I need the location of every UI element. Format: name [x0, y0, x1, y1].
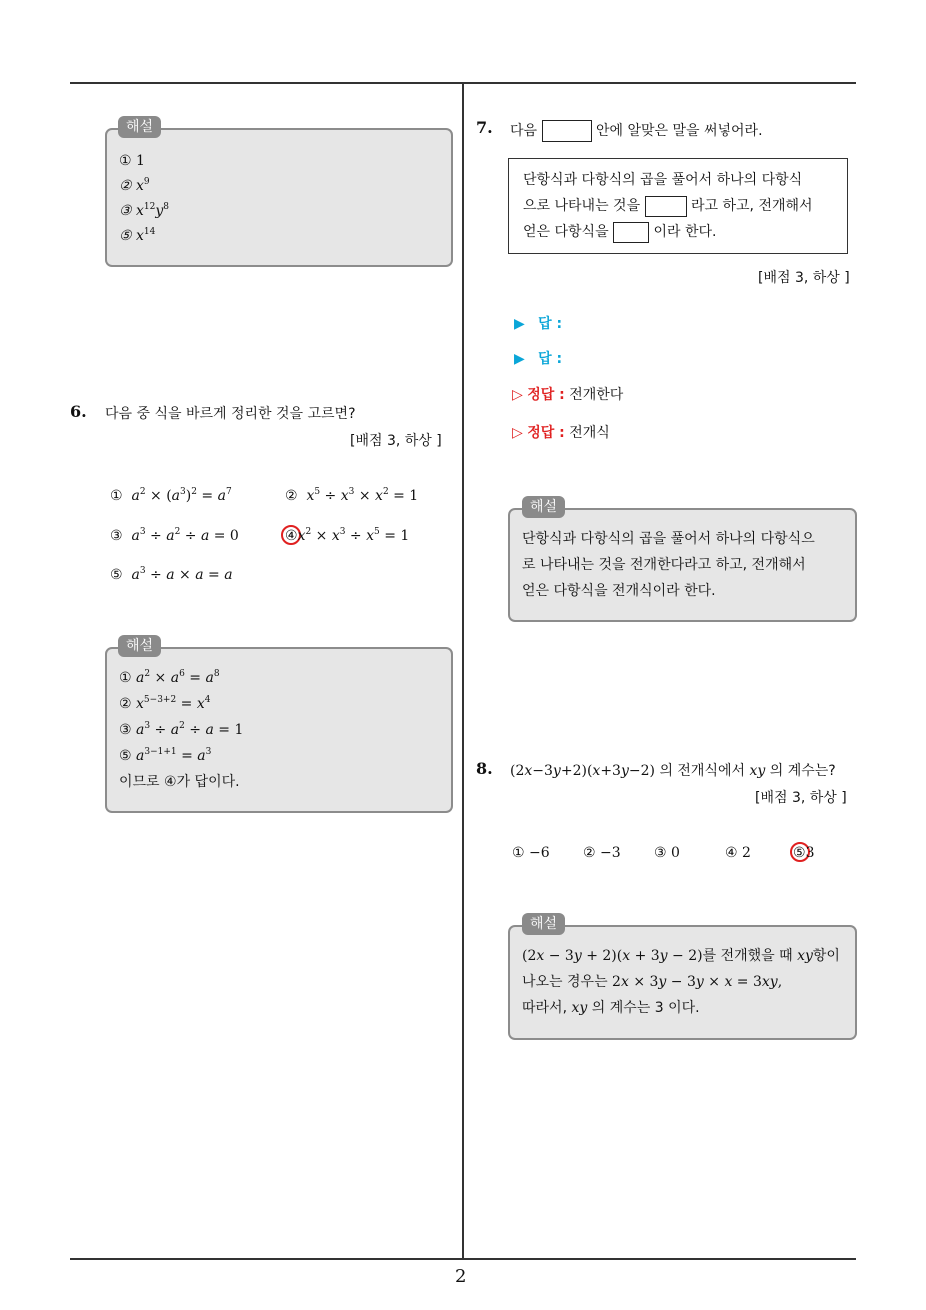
outline-triangle-icon: ▷	[512, 425, 523, 441]
q7-answer-line-2[interactable]: ▶ 답 :	[514, 351, 563, 367]
q6-haesol-line-1: ① $a^2 \times a^6 = a^8$	[119, 669, 220, 686]
play-triangle-icon: ▶	[514, 316, 525, 332]
q7-box-blank-1	[645, 196, 687, 217]
q6-number: 6.	[70, 402, 87, 421]
q6-choice-5[interactable]: ⑤ $a^3 \div a \times a = a$	[110, 566, 233, 583]
prev-haesol-line-2: ② $x^9$	[119, 177, 150, 194]
q8-haesol-line-1: (2x − 3y + 2)(x + 3y − 2)를 전개했을 때 xy항이	[522, 948, 840, 964]
q7-haesol-box	[508, 508, 857, 622]
prev-haesol-line-3: ③ $x^{12}y^8$	[119, 202, 170, 219]
q6-choice-4[interactable]: $④x^2 \times x^3 \div x^5 = 1$	[285, 527, 410, 544]
q8-haesol-line-2: 나오는 경우는 2x × 3y − 3y × x = 3xy,	[522, 974, 783, 990]
q7-answer-line-1[interactable]: ▶ 답 :	[514, 316, 563, 332]
q8-choice-4[interactable]: ④ 2	[725, 845, 751, 861]
prev-haesol-line-1: ① 1	[119, 153, 145, 169]
q7-score: [배점 3, 하상 ]	[758, 270, 850, 286]
q7-box-line-1: 단항식과 다항식의 곱을 풀어서 하나의 다항식	[523, 172, 803, 188]
q8-haesol-line-3: 따라서, xy 의 계수는 3 이다.	[522, 1000, 700, 1016]
prev-haesol-tag: 해설	[118, 116, 161, 138]
outline-triangle-icon: ▷	[512, 387, 523, 403]
q7-haesol-line-1: 단항식과 다항식의 곱을 풀어서 하나의 다항식으	[522, 531, 815, 547]
q7-box-line-2: 으로 나타내는 것을 라고 하고, 전개해서	[523, 195, 813, 217]
q7-haesol-line-3: 얻은 다항식을 전개식이라 한다.	[522, 583, 716, 599]
q8-choice-5[interactable]: ⑤3	[793, 845, 815, 861]
q6-score: [배점 3, 하상 ]	[350, 433, 442, 449]
q8-score: [배점 3, 하상 ]	[755, 790, 847, 806]
q8-question-text: (2x−3y+2)(x+3y−2) 의 전개식에서 xy 의 계수는?	[510, 763, 836, 779]
q8-choice-1[interactable]: ① −6	[512, 845, 550, 861]
q7-number: 7.	[476, 118, 493, 137]
q6-haesol-line-4: ⑤ $a^{3-1+1} = a^3$	[119, 747, 212, 764]
page-number: 2	[455, 1266, 467, 1287]
q7-box-line-3: 얻은 다항식을 이라 한다.	[523, 221, 717, 243]
q7-haesol-line-2: 로 나타내는 것을 전개한다라고 하고, 전개해서	[522, 557, 806, 573]
q8-number: 8.	[476, 759, 493, 778]
q6-question-text: 다음 중 식을 바르게 정리한 것을 고르면?	[105, 406, 356, 422]
q8-haesol-tag: 해설	[522, 913, 565, 935]
q7-haesol-tag: 해설	[522, 496, 565, 518]
q7-correct-line-2: ▷ 정답 : 전개식	[512, 425, 610, 441]
q7-question-text: 다음 안에 알맞은 말을 써넣어라.	[510, 120, 763, 142]
q6-haesol-line-2: ② $x^{5-3+2} = x^4$	[119, 695, 211, 712]
play-triangle-icon: ▶	[514, 351, 525, 367]
q7-box-blank-2	[613, 222, 649, 243]
q7-correct-line-1: ▷ 정답 : 전개한다	[512, 387, 624, 403]
prev-haesol-line-4: ⑤ $x^{14}$	[119, 227, 156, 244]
q6-choice-2[interactable]: ② $x^5 \div x^3 \times x^2 = 1$	[285, 487, 419, 504]
bottom-rule	[70, 1258, 856, 1260]
q7-question-blank	[542, 120, 592, 142]
q6-choice-1[interactable]: ① $a^2 \times (a^3)^2 = a^7$	[110, 487, 232, 504]
q8-choice-2[interactable]: ② −3	[583, 845, 621, 861]
q6-haesol-line-3: ③ $a^3 \div a^2 \div a = 1$	[119, 721, 244, 738]
q6-haesol-line-5: 이므로 ④가 답이다.	[119, 774, 240, 790]
q8-haesol-box	[508, 925, 857, 1040]
prev-haesol-box	[105, 128, 453, 267]
center-rule	[462, 83, 464, 1259]
q6-haesol-tag: 해설	[118, 635, 161, 657]
q7-problem-box	[508, 158, 848, 254]
q6-haesol-box	[105, 647, 453, 813]
q6-choice-3[interactable]: ③ $a^3 \div a^2 \div a = 0$	[110, 527, 239, 544]
q8-choice-3[interactable]: ③ 0	[654, 845, 680, 861]
